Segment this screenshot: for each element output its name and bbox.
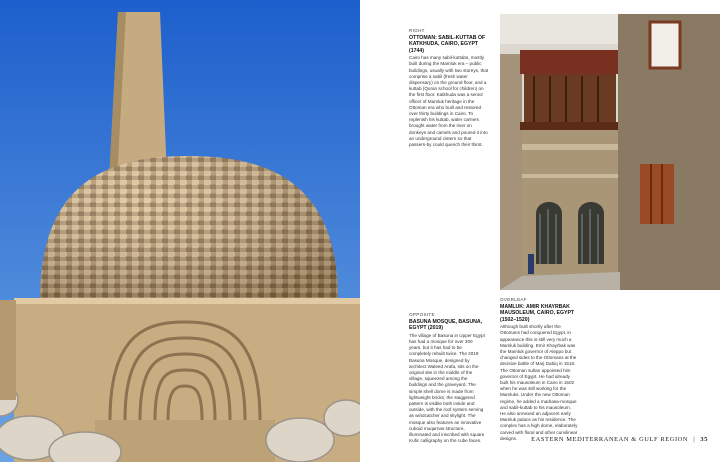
sabil-kuttab-illustration (500, 14, 720, 290)
right-page (360, 0, 720, 462)
caption-body: The village of Basuna in Upper Egypt has had a mosque for over 300 years, but it has had to be completely rebuilt twice. The 2019 Basuna Mosque, designed by architect Waleed Arafa, sits on the original site in the middle of the village, squeezed among the buildings and the graveyard. The simple shell dome is made from lightweight bricks; the staggered pattern is visible both inside and outside, with the roof system serving as windcatcher and skylight. The mosque also features an innovative cuboid muqarnas structure, illuminated and inscribed with square Kufic calligraphy on the cube faces. (409, 332, 485, 444)
page-footer (531, 436, 708, 443)
sabil-kuttab-photo (500, 14, 720, 290)
caption-kicker: OVERLEAF (500, 297, 527, 302)
caption-title: BASUNA MOSQUE, BASUNA, EGYPT (2019) (409, 319, 483, 332)
caption-body: Although built shortly after the Ottomans had conquered Egypt, in appearance this is still very much a Mamluk building. Emir Khayrbak was the Mamluk governor of Aleppo but changed sides to the Ottomans at the decisive battle of Marj Dabiq in 1516. The Ottoman sultan appointed him governor of Egypt. He had already built his mausoleum in Cairo in 1502 when he was still working for the Mamluks. Under the new Ottoman regime, he added a madrasa-mosque and sabil-kuttab to his mausoleum. He also annexed an adjacent early Mamluk palace as his residence. The complex has a high dome, elaborately carved with floral and other curvilinear designs. (500, 324, 578, 441)
caption-title: MAMLUK: AMIR KHAYRBAK MAUSOLEUM, CAIRO, EGYPT (1502–1520) (500, 304, 575, 323)
caption-overleaf (500, 297, 578, 442)
footer-separator: | (693, 436, 696, 443)
caption-body: Cairo has many sabil-kuttabs, mostly built during the Mamluk era – public buildings, usually with two storeys, that comprise a sabil (fresh water dispensary) on the ground floor, and a kuttab (Quran school for children) on the first floor. Katkhuda was a senior officer of Mamluk heritage in the Ottoman era who built and restored over thirty buildings in Cairo. To replenish his kuttab, water carriers brought water from the river on donkeys and camels and poured it into an underground cistern so that passers-by could quench their thirst. (409, 55, 489, 148)
caption-title: OTTOMAN: SABIL-KUTTAB OF KATKHUDA, CAIRO, EGYPT (1744) (409, 35, 486, 54)
caption-kicker: OPPOSITE (409, 312, 435, 317)
caption-opposite (409, 312, 485, 444)
caption-kicker: RIGHT (409, 28, 425, 33)
caption-right (409, 28, 489, 148)
page-number: 35 (700, 436, 708, 443)
running-head: EASTERN MEDITERRANEAN & GULF REGION (531, 436, 689, 443)
